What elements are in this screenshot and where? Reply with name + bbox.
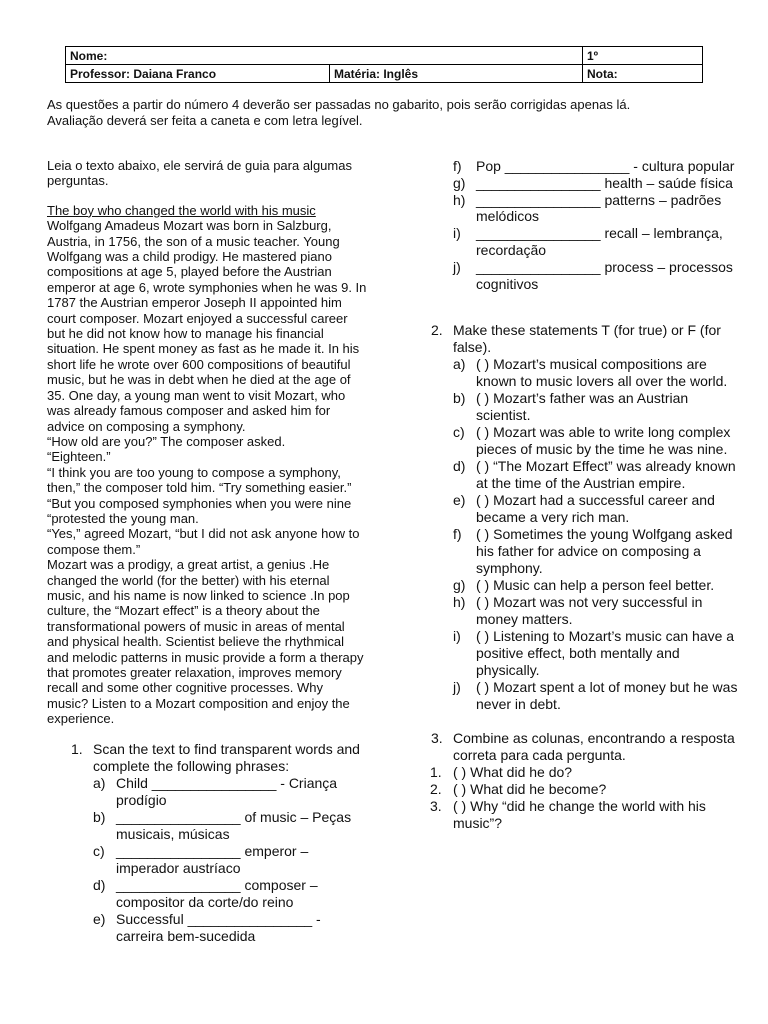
- item-letter: a): [453, 356, 466, 373]
- list-item: [453, 577, 743, 594]
- list-item: [93, 808, 363, 843]
- item-letter: 3.: [430, 798, 442, 815]
- instruction-line: As questões a partir do número 4 deverão ser passadas no gabarito, pois serão corrigidas apenas lá.: [47, 97, 631, 112]
- item-text: ( ) Music can help a person feel better.: [476, 577, 715, 594]
- story-paragraph: “But you composed symphonies when you were nine “protested the young man.: [47, 495, 352, 526]
- item-letter: 1.: [430, 764, 442, 781]
- instruction-line: Avaliação deverá ser feita a caneta e com letra legível.: [47, 113, 363, 128]
- item-letter: f): [453, 526, 462, 543]
- item-text: ( ) Mozart’s father was an Austrian scientist.: [476, 390, 689, 424]
- item-letter: e): [93, 910, 106, 927]
- item-letter: j): [453, 258, 461, 275]
- item-letter: a): [93, 774, 106, 791]
- story-paragraph: “Eighteen.”: [47, 449, 111, 465]
- item-letter: c): [453, 424, 465, 441]
- list-item: [93, 910, 363, 945]
- list-item: [453, 526, 743, 577]
- list-item: [453, 492, 743, 526]
- list-item: [453, 174, 743, 192]
- question-1: [71, 740, 363, 945]
- list-item: [430, 798, 743, 832]
- item-letter: b): [93, 808, 106, 825]
- item-letter: f): [453, 158, 462, 174]
- instructions: [47, 97, 737, 129]
- item-letter: i): [453, 225, 461, 242]
- item-text: ( ) Mozart’s musical compositions are known to music lovers all over the world.: [476, 356, 728, 390]
- grade-cell: 1º: [583, 47, 703, 65]
- grade-field: Nota:: [583, 65, 703, 83]
- question-text: Combine as colunas, encontrando a resposta correta para cada pergunta.: [453, 730, 735, 764]
- list-item: [93, 774, 363, 809]
- item-letter: d): [453, 458, 466, 475]
- list-item: [430, 764, 743, 781]
- story-title: The boy who changed the world with his music: [47, 202, 316, 218]
- list-item: [453, 356, 743, 390]
- item-letter: 2.: [430, 781, 442, 798]
- item-letter: g): [453, 174, 466, 191]
- item-letter: e): [453, 492, 466, 509]
- item-text: ( ) Why “did he change the world with his music”?: [453, 798, 706, 832]
- item-letter: i): [453, 628, 461, 645]
- question-text: Scan the text to find transparent words and complete the following phrases:: [93, 740, 360, 774]
- list-item: [453, 225, 743, 259]
- item-letter: c): [93, 842, 105, 859]
- item-text: ( ) What did he become?: [453, 781, 607, 798]
- item-letter: h): [453, 594, 466, 611]
- item-text: ________________ of music – Peças musicais, músicas: [116, 808, 352, 842]
- list-item: [93, 876, 363, 911]
- item-text: ( ) Mozart was able to write long complex pieces of music by the time he was nine.: [476, 424, 731, 458]
- item-text: ( ) Listening to Mozart’s music can have a positive effect, both mentally and physically.: [476, 628, 735, 679]
- list-item: [453, 390, 743, 424]
- item-text: ( ) Mozart spent a lot of money but he was never in debt.: [476, 679, 738, 713]
- story-paragraph: “Yes,” agreed Mozart, “but I did not ask anyone how to compose them.”: [47, 526, 360, 557]
- right-column: [430, 158, 743, 832]
- question-3: [430, 730, 743, 832]
- item-text: ________________ health – saúde física: [476, 174, 733, 191]
- list-item: [453, 191, 743, 226]
- item-letter: j): [453, 679, 461, 696]
- question-number: 1.: [71, 740, 83, 757]
- item-letter: d): [93, 876, 106, 893]
- item-letter: b): [453, 390, 466, 407]
- list-item: [453, 158, 743, 175]
- subject-cell: Matéria: Inglês: [330, 65, 583, 83]
- item-text: ________________ process – processos cognitivos: [476, 258, 733, 292]
- list-item: [453, 594, 743, 628]
- list-item: [453, 679, 743, 713]
- reading-lead: Leia o texto abaixo, ele servirá de guia para algumas perguntas.: [47, 158, 352, 189]
- list-item: [453, 458, 743, 492]
- name-field: Nome:: [66, 47, 583, 65]
- story-paragraph: Mozart was a prodigy, a great artist, a genius .He changed the world (for the better) with his eternal music, and his name is now linked to science .In pop culture, the “Mozart effect” is a theory about the transformational powers of music in areas of mental and physical health. Scientist believe the rhythmical and melodic patterns in music provide a form a therapy that promotes greater relaxation, improves memory recall and some other cognitive processes. Why music? Listen to a Mozart composition and enjoy the experience.: [47, 557, 364, 727]
- item-text: Child ________________ - Criança prodígio: [116, 774, 338, 808]
- question-text: Make these statements T (for true) or F (for false).: [453, 322, 721, 356]
- story-paragraph: Wolfgang Amadeus Mozart was born in Salzburg, Austria, in 1756, the son of a music teacher. Young Wolfgang was a child prodigy. He mastered piano compositions at age 5, played before the Austrian emperor at age 6, wrote symphonies when he was 9. In 1787 the Austrian emperor Joseph II appointed him court composer. Mozart enjoyed a successful career but he did not know how to manage his financial situation. He spent money as fast as he made it. In his short life he wrote over 600 compositions of beautiful music, but he was in debt when he died at the age of 35. One day, a young man went to visit Mozart, who was already famous composer and asked him for advice on composing a symphony.: [47, 218, 367, 434]
- item-text: ________________ emperor – imperador austríaco: [116, 842, 309, 876]
- left-column: [47, 158, 367, 945]
- header-table: [65, 46, 703, 83]
- item-text: ( ) What did he do?: [453, 764, 573, 781]
- story-paragraph: “I think you are too young to compose a symphony, then,” the composer told him. “Try something easier.”: [47, 464, 352, 496]
- story-paragraph: “How old are you?” The composer asked.: [47, 433, 286, 449]
- item-text: ________________ patterns – padrões melódicos: [476, 191, 722, 225]
- item-text: ( ) Mozart was not very successful in money matters.: [476, 594, 703, 628]
- list-item: [453, 424, 743, 458]
- professor-cell: Professor: Daiana Franco: [66, 65, 330, 83]
- item-text: ________________ recall – lembrança, recordação: [476, 225, 723, 258]
- list-item: [93, 842, 363, 877]
- question-number: 3.: [431, 730, 443, 747]
- item-text: ( ) “The Mozart Effect” was already known at the time of the Austrian empire.: [476, 458, 736, 492]
- list-item: [453, 258, 743, 293]
- item-letter: h): [453, 191, 466, 208]
- question-1-continued: [453, 158, 743, 292]
- item-text: ( ) Mozart had a successful career and became a very rich man.: [476, 492, 715, 526]
- list-item: [430, 781, 743, 798]
- question-number: 2.: [431, 322, 443, 339]
- item-letter: g): [453, 577, 466, 594]
- item-text: Pop ________________ - cultura popular: [476, 158, 735, 174]
- question-2: [431, 322, 743, 713]
- item-text: Successful ________________ - carreira bem-sucedida: [116, 910, 321, 944]
- item-text: ( ) Sometimes the young Wolfgang asked his father for advice on composing a symphony.: [476, 526, 733, 577]
- list-item: [453, 628, 743, 679]
- item-text: ________________ composer – compositor da corte/do reino: [116, 876, 318, 910]
